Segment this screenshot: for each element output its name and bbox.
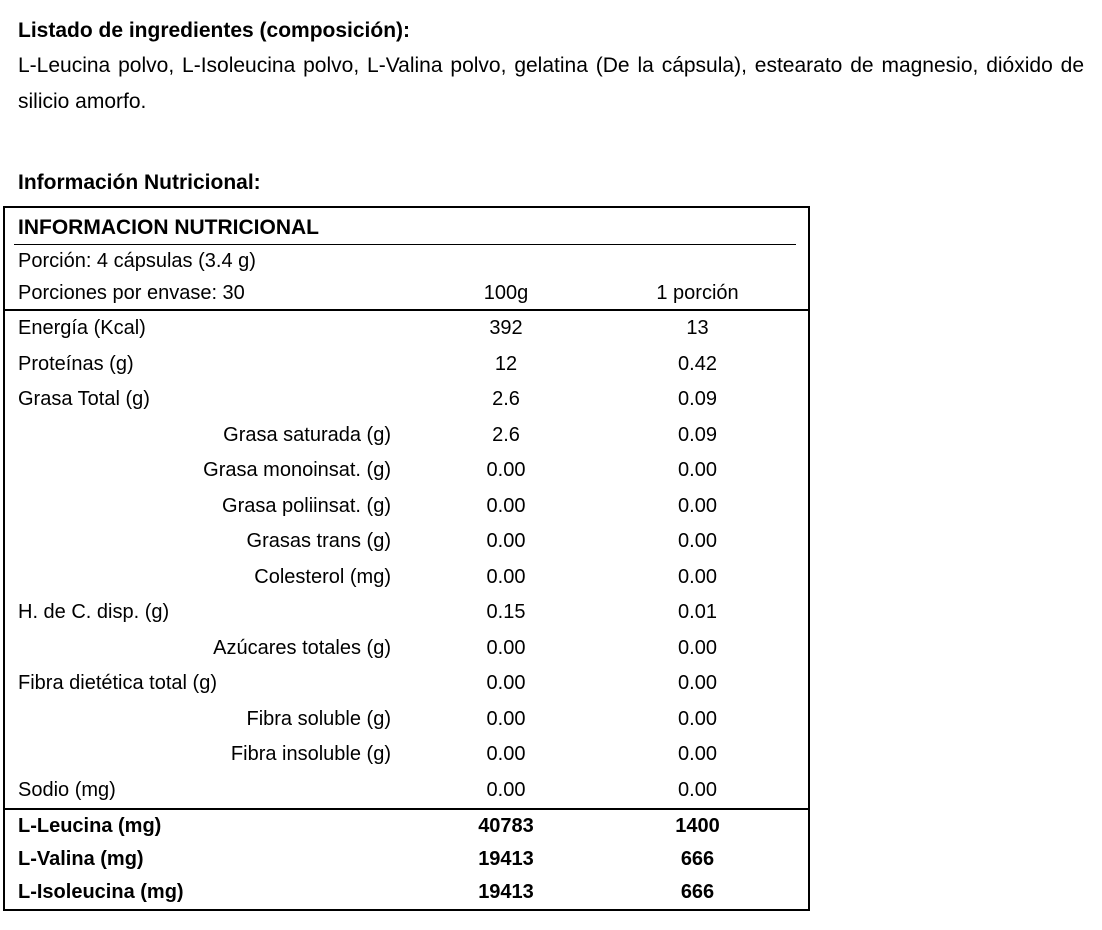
value-per-serving: 1400 <box>675 815 720 837</box>
nutrient-label: L-Leucina (mg) <box>18 815 162 837</box>
value-per-serving: 0.00 <box>678 778 717 801</box>
nutrient-row <box>5 418 808 454</box>
nutrient-row <box>5 737 808 773</box>
value-per-100g: 0.00 <box>486 636 526 659</box>
value-per-serving: 0.00 <box>678 707 717 730</box>
nutrient-row <box>5 382 808 418</box>
value-per-100g: 0.00 <box>486 672 526 694</box>
value-per-100g: 12 <box>494 352 518 375</box>
column-header-per-serving: 1 porción <box>656 282 739 304</box>
value-per-serving: 0.42 <box>678 352 717 375</box>
value-per-serving: 0.00 <box>678 494 717 517</box>
nutrient-label: Grasa poliinsat. (g) <box>222 494 391 517</box>
value-per-serving: 0.00 <box>678 565 717 588</box>
nutrient-row <box>5 631 808 667</box>
value-per-serving: 0.09 <box>678 388 717 410</box>
nutrient-label: H. de C. disp. (g) <box>18 601 170 623</box>
value-per-serving: 13 <box>686 317 709 339</box>
nutrient-label: Fibra insoluble (g) <box>230 743 391 765</box>
nutrition-heading: Información Nutricional: <box>18 171 261 194</box>
value-per-100g: 0.00 <box>486 707 526 730</box>
value-per-serving: 0.00 <box>678 672 717 694</box>
nutrient-label: Fibra soluble (g) <box>246 707 391 730</box>
serving-size-row: Porción: 4 cápsulas (3.4 g) <box>18 250 256 272</box>
nutrient-label: Proteínas (g) <box>18 352 134 375</box>
nutrient-row <box>5 560 808 596</box>
value-per-serving: 666 <box>680 881 715 903</box>
value-per-100g: 2.6 <box>492 388 520 410</box>
nutrition-table-header <box>5 208 808 311</box>
value-per-serving: 666 <box>680 848 715 870</box>
nutrient-label: Azúcares totales (g) <box>213 636 391 659</box>
value-per-100g: 0.00 <box>486 459 526 481</box>
value-per-100g: 0.00 <box>486 494 526 517</box>
amino-acid-row <box>5 876 808 909</box>
nutrient-label: Grasa monoinsat. (g) <box>203 459 391 481</box>
ingredients-text: L-Leucina polvo, L-Isoleucina polvo, L-Valina polvo, gelatina (De la cápsula), estearato de magnesio, dióxido de silicio amorfo. <box>18 54 1084 113</box>
nutrition-table-title: INFORMACION NUTRICIONAL <box>14 208 796 245</box>
nutrient-label: Grasa Total (g) <box>18 388 150 410</box>
nutrient-row <box>5 702 808 738</box>
value-per-serving: 0.01 <box>678 601 717 623</box>
nutrient-row <box>5 489 808 525</box>
value-per-serving: 0.00 <box>678 530 717 552</box>
servings-per-container: Porciones por envase: 30 <box>18 282 245 304</box>
value-per-serving: 0.00 <box>678 743 717 765</box>
amino-acid-row <box>5 810 808 843</box>
nutrient-row <box>5 524 808 560</box>
column-header-row <box>5 277 808 309</box>
column-header-per-100g: 100g <box>483 282 529 304</box>
nutrient-label: L-Isoleucina (mg) <box>18 881 184 903</box>
ingredients-heading: Listado de ingredientes (composición): <box>18 19 411 42</box>
value-per-100g: 19413 <box>478 848 534 870</box>
nutrient-label: Colesterol (mg) <box>254 565 391 588</box>
nutrient-row <box>5 666 808 702</box>
value-per-100g: 0.00 <box>486 743 526 765</box>
value-per-100g: 0.00 <box>486 778 526 801</box>
nutrient-label: Fibra dietética total (g) <box>18 672 217 694</box>
value-per-100g: 0.15 <box>486 601 526 623</box>
nutrient-label: Grasas trans (g) <box>246 530 391 552</box>
nutrient-row <box>5 453 808 489</box>
nutrient-label: Sodio (mg) <box>18 778 116 801</box>
value-per-100g: 19413 <box>478 881 534 903</box>
amino-acid-rows <box>5 808 808 909</box>
amino-acid-row <box>5 843 808 876</box>
nutrient-label: L-Valina (mg) <box>18 848 144 870</box>
nutrient-row <box>5 773 808 809</box>
value-per-100g: 0.00 <box>486 530 526 552</box>
nutrient-row <box>5 595 808 631</box>
value-per-100g: 392 <box>489 317 523 339</box>
nutrient-row <box>5 347 808 383</box>
nutrition-facts-table <box>3 206 810 911</box>
value-per-serving: 0.09 <box>678 423 717 446</box>
value-per-100g: 40783 <box>478 815 534 837</box>
nutrient-label: Grasa saturada (g) <box>223 423 391 446</box>
value-per-serving: 0.00 <box>678 459 717 481</box>
value-per-100g: 0.00 <box>486 565 526 588</box>
nutrient-label: Energía (Kcal) <box>18 317 146 339</box>
nutrient-row <box>5 311 808 347</box>
value-per-100g: 2.6 <box>492 423 520 446</box>
nutrition-rows <box>5 311 808 808</box>
value-per-serving: 0.00 <box>678 636 717 659</box>
